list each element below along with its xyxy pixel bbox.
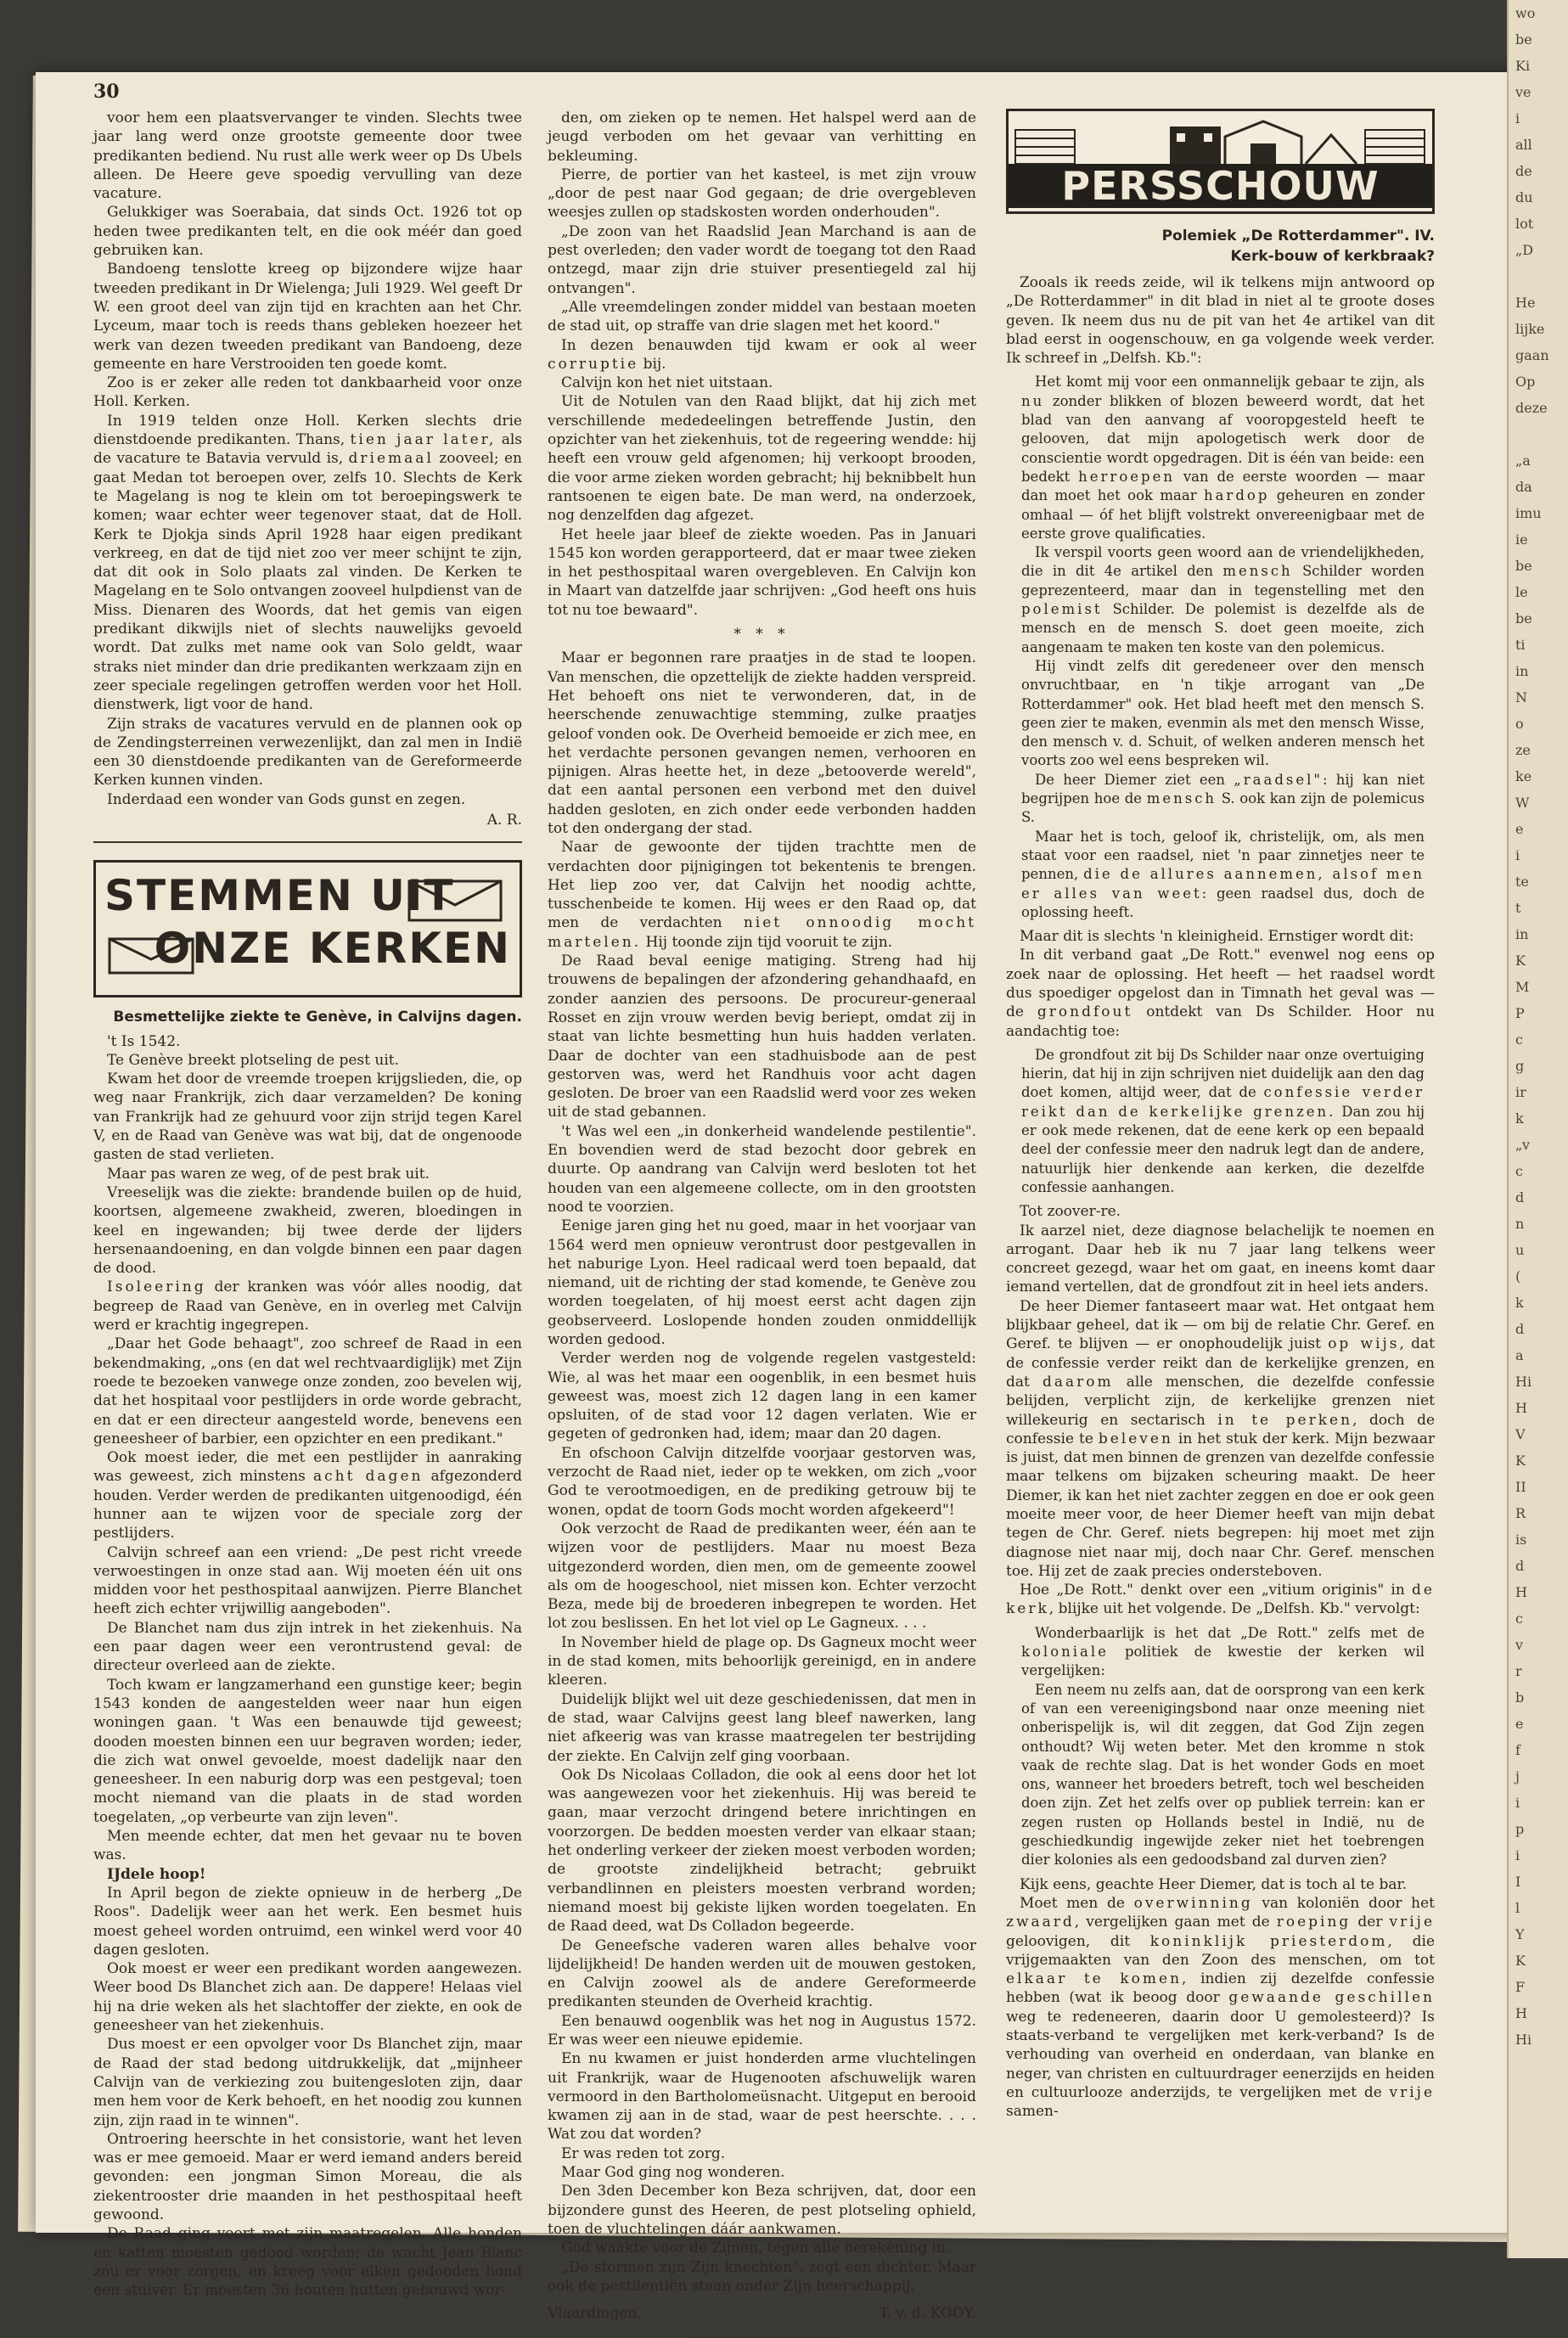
paragraph: Ook moest ieder, die met een pestlijder in aanraking was geweest, zich minstens acht dagen afgezonderd houden. Verder werden de predikanten uitgenoodigd, één hunner aan te wijzen voor de speciale zorg der pestlijders. bbox=[93, 1449, 523, 1543]
strip-text-fragment: gaan bbox=[1515, 347, 1549, 363]
strip-text-fragment: Y bbox=[1515, 1926, 1525, 1942]
paragraph: Isoleering der kranken was vóór alles noodig, dat begreep de Raad van Genève, en in overleg met Calvijn werd er krachtig ingegrepen. bbox=[93, 1279, 523, 1335]
column-middle bbox=[548, 109, 977, 2323]
paragraph: Calvijn kon het niet uitstaan. bbox=[561, 374, 773, 392]
strip-text-fragment: K bbox=[1515, 1953, 1526, 1969]
paragraph: 't Was wel een „in donkerheid wandelende pestilentie". En bovendien werd de stad bezocht door gebrek en duurte. Op aandrang van Calvijn werd besloten tot het houden van een algemeene collecte, om in den grootsten nood te voorzien. bbox=[548, 1122, 976, 1216]
strip-text-fragment: K bbox=[1515, 953, 1526, 969]
divider bbox=[93, 841, 522, 843]
paragraph: voor hem een plaatsvervanger te vinden. Slechts twee jaar lang werd onze grootste gemeente door twee predikanten bediend. Nu rust alle werk weer op Ds Ubels alleen. De Heere geve spoedig vervulling van deze vacature. bbox=[93, 110, 522, 203]
envelope-icon bbox=[106, 934, 200, 978]
strip-text-fragment: v bbox=[1515, 1637, 1524, 1653]
paragraph: Maar pas waren ze weg, of de pest brak uit. bbox=[107, 1165, 430, 1183]
paragraph: De Raad ging voort met zijn maatregelen. Alle honden en katten moesten gedood worden; de wacht Jean Blanc zou er voor zorgen, en kreeg voor elken gedooden hond een stuiver. Er moesten 36 houten hutten gebouwd wor- bbox=[93, 2225, 522, 2300]
strip-text-fragment: j bbox=[1515, 1768, 1520, 1784]
strip-text-fragment bbox=[1509, 421, 1568, 447]
strip-text-fragment: k bbox=[1515, 1110, 1524, 1127]
paragraph: Verder werden nog de volgende regelen vastgesteld: Wie, al was het maar een oogenblik, in een besmet huis geweest was, moest zich 12 dagen lang in een kamer opsluiten, of de stad voor 12 dagen verlaten. Wie er gegeten of gedronken had, idem; maar dan 20 dagen. bbox=[548, 1350, 976, 1443]
paragraph: Zooals ik reeds zeide, wil ik telkens mijn antwoord op „De Rotterdammer" in dit blad in niet al te groote doses geven. Ik neem dus nu de pit van het 4e artikel van dit blad eerst in oogenschouw, en ga volgende week verder. Ik schreef in „Delfsh. Kb.": bbox=[1006, 274, 1435, 368]
paragraph: Toch kwam er langzamerhand een gunstige keer; begin 1543 konden de aangestelden weer naar hun eigen woningen gaan. 't Was een benauwde tijd geweest; dooden moesten binnen een uur begraven worden; ieder, die zich wat onwel gevoelde, moest dadelijk naar den geneesheer. In een naburig dorp was een pestgeval; toen mocht niemand van die plaats in de stad worden toegelaten, „op verbeurte van zijn leven". bbox=[93, 1676, 522, 1826]
strip-text-fragment: P bbox=[1515, 1005, 1525, 1021]
page-number: 30 bbox=[93, 81, 120, 103]
strip-text-fragment: Op bbox=[1515, 374, 1536, 390]
strip-text-fragment: „a bbox=[1515, 452, 1531, 469]
strip-text-fragment: imu bbox=[1515, 505, 1542, 521]
column-left bbox=[93, 109, 523, 2300]
section-banner-stemmen-uit-onze-kerken bbox=[93, 860, 522, 998]
paragraph: Te Genève breekt plotseling de pest uit. bbox=[107, 1051, 400, 1069]
strip-text-fragment: r bbox=[1515, 1663, 1522, 1679]
strip-text-fragment: i bbox=[1515, 1795, 1520, 1811]
strip-text-fragment: c bbox=[1515, 1163, 1523, 1179]
paragraph: Het heele jaar bleef de ziekte woeden. Pas in Januari 1545 kon worden gerapporteerd, dat er maar twee zieken in het pesthospitaal waren overgebleven. En Calvijn kon in Maart van datzelfde jaar schrijven: „God heeft ons huis tot nu toe bewaard". bbox=[548, 525, 976, 619]
paragraph: Ook verzocht de Raad de predikanten weer, één aan te wijzen voor de pestlijders. Maar nu moest Beza uitgezonderd worden, dien men, om de gemeente zoowel als om de hoogeschool, niet missen kon. Echter verzocht Beza, mede bij de broederen inbegrepen te worden. Het lot zou beslissen. En het lot viel op Le Gagneux. . . . bbox=[548, 1520, 976, 1633]
section-masthead-persschouw bbox=[1006, 109, 1435, 214]
strip-text-fragment: M bbox=[1515, 979, 1530, 995]
paragraph: In dezen benauwden tijd kwam er ook al weer corruptie bij. bbox=[548, 336, 976, 373]
paragraph: De heer Diemer fantaseert maar wat. Het ontgaat hem blijkbaar geheel, dat ik — om bij de relatie Chr. Geref. en Geref. te blijven — er onophoudelijk juist op wijs, dat de confessie verder reikt dan de kerkelijke grenzen, en dat daarom alle menschen, die dezelfde confessie belijden, verplicht zijn, de kerkelijke grenzen niet willekeurig en sectarisch in te perken, doch de confessie te beleven in het stuk der kerk. Mijn bezwaar is juist, dat men binnen de grenzen van dezelfde confessie maar telkens om bijzaken scheuring maakt. De heer Diemer, ik kan het niet zachter zeggen en doe er ook geen moeite meer voor, de heer Diemer heeft van mijn debat tegen de Chr. Geref. niets begrepen: hij moet met zijn diagnose niet naar mij, doch naar Chr. Geref. menschen toe. Hij zet de zaak precies ondersteboven. bbox=[1006, 1297, 1436, 1580]
paragraph: Tot zoover-re. bbox=[1020, 1203, 1121, 1221]
paragraph: Ook Ds Nicolaas Colladon, die ook al eens door het lot was aangewezen voor het ziekenhuis. Hij was bereid te gaan, maar verzocht dringend betere inrichtingen en voorzorgen. De bedden moesten verder van elkaar staan; het onderling verkeer der zieken moest verboden worden; de grootste zindelijkheid betracht; gebruikt verbandlinnen en pleisters moesten verbrand worden; niemand moest bij gekiste lijken worden toegelaten. En de Raad deed, wat Ds Colladon begeerde. bbox=[548, 1766, 976, 1936]
paragraph: Den 3den December kon Beza schrijven, dat, door een bijzondere gunst des Heeren, de pest plotseling ophield, toen de vluchtelingen dáár aankwamen. bbox=[548, 2183, 976, 2238]
paragraph: Men meende echter, dat men het gevaar nu te boven was. bbox=[93, 1828, 522, 1864]
strip-text-fragment: i bbox=[1515, 847, 1520, 863]
paragraph: den, om zieken op te nemen. Het halspel werd aan de jeugd verboden om het gevaar van verhitting en bekleuming. bbox=[548, 110, 976, 165]
strip-text-fragment: ze bbox=[1515, 742, 1531, 758]
strip-text-fragment: Ki bbox=[1515, 58, 1531, 74]
paragraph: „De stormen zijn Zijn knechten", zegt een dichter. Maar ook de pestilentiën staan onder Zijn heerschappij. bbox=[548, 2258, 976, 2295]
strip-text-fragment: k bbox=[1515, 1295, 1524, 1311]
banner-line-2: ONZE KERKEN bbox=[154, 924, 511, 974]
strip-text-fragment: g bbox=[1515, 1058, 1525, 1074]
strip-text-fragment: „v bbox=[1515, 1137, 1531, 1153]
strip-text-fragment: in bbox=[1515, 663, 1529, 679]
paragraph: Ik aarzel niet, deze diagnose belachelijk te noemen en arrogant. Daar heb ik nu 7 jaar lang telkens weer concreet gezegd, waar het om gaat, en ineens komt daar iemand vertellen, dat de grondfout zit in heel iets anders. bbox=[1006, 1222, 1435, 1296]
strip-text-fragment bbox=[1509, 263, 1568, 289]
strip-text-fragment: H bbox=[1515, 1400, 1527, 1416]
paragraph: Ook moest er weer een predikant worden aangewezen. Weer bood Ds Blanchet zich aan. De dappere! Helaas viel hij na drie weken als het slachtoffer der ziekte, en ook de geneesheer van het ziekenhuis. bbox=[93, 1960, 522, 2035]
strip-text-fragment: F bbox=[1515, 1979, 1526, 1995]
paragraph: De Blanchet nam dus zijn intrek in het ziekenhuis. Na een paar dagen weer een verontrustend geval: de directeur overleed aan de ziekte. bbox=[93, 1619, 522, 1675]
paragraph: Naar de gewoonte der tijden trachtte men de verdachten door pijnigingen tot bekentenis te brengen. Het liep zoo ver, dat Calvijn het noodig achtte, tusschenbeide te komen. Hij wees er den Raad op, dat men de verdachten niet onnoodig mocht martelen. Hij toonde zijn tijd vooruit te zijn. bbox=[548, 839, 977, 951]
strip-text-fragment: ke bbox=[1515, 768, 1532, 784]
column-right bbox=[1006, 109, 1435, 2201]
strip-text-fragment: e bbox=[1515, 821, 1524, 837]
strip-text-fragment: c bbox=[1515, 1031, 1523, 1048]
strip-text-fragment: „D bbox=[1515, 242, 1534, 258]
strip-text-fragment: K bbox=[1515, 1453, 1526, 1469]
strip-text-fragment: te bbox=[1515, 874, 1529, 890]
paragraph: Maar dit is slechts 'n kleinigheid. Ernstiger wordt dit: bbox=[1020, 928, 1414, 946]
paragraph: Maar er begonnen rare praatjes in de stad te loopen. Van menschen, die opzettelijk de ziekte hadden verspreid. Het behoeft ons niet te verwonderen, dat, in de heerschende zenuwachtige stemming, zulke praatjes geloof vonden ook. De Overheid bemoeide er zich mee, en het verdachte personen gevangen nemen, verhooren en pijnigen. Alras heette het, in deze „betooverde wereld", dat een aantal personen een verbond met den duivel hadden gesloten, en zich onder eede verbonden hadden tot den ondergang der stad. bbox=[548, 649, 976, 837]
strip-text-fragment: be bbox=[1515, 610, 1532, 627]
quotation: Wonderbaarlijk is het dat „De Rott." zelfs met de koloniale politiek de kwestie der kerken wil vergelijken: Een neem nu zelfs aan, dat de oorsprong van een kerk of van een vereenigingsbond naar onze meening niet onberispelijk is, wil dit zeggen, dat God Zijn zegen onthoudt? Wij weten beter. Met den kromme n stok vaak de rechte slag. Dat is het wonder Gods en moet ons, wanneer het broeders betreft, toch wel bescheiden doen zijn. Zet het zelfs over op publiek terrein: kan er zegen rusten op Hollands bestel in Indië, nu de geschiedkundig ingewijde zeker niet het toebrengen dier kolonies als een gedoodsband zal durven zien? bbox=[1021, 1624, 1425, 1869]
paragraph: Moet men de overwinning van koloniën door het zwaard, vergelijken gaan met de roeping der vrije geloovigen, dit koninklijk priesterdom, die vrijgemaakten van den Zoon des menschen, om tot elkaar te komen, indien zij dezelfde confessie hebben (wat ik beoog door gewaande geschillen weg te redeneeren, daarin door U gemolesteerd)? Is staats-verband te vergelijken met kerk-verband? Is de verhouding van overheid en onderdaan, van blanke en neger, van christen en cultuurdrager eenerzijds en heiden en cultuurlooze anderzijds, te vergelijken met de vrije samen- bbox=[1006, 1894, 1436, 2121]
strip-text-fragment: deze bbox=[1515, 400, 1548, 416]
paragraph: Duidelijk blijkt wel uit deze geschiedenissen, dat men in de stad, waar Calvijns geest lang bleef nawerken, lang niet afkeerig was van krasse maatregelen ter bestrijding der ziekte. En Calvijn zelf ging voorbaan. bbox=[548, 1690, 976, 1765]
paragraph: Bandoeng tenslotte kreeg op bijzondere wijze haar tweeden predikant in Dr Wielenga; Juli 1929. Wel geeft Dr W. een groot deel van zijn tijd en krachten aan het Chr. Lyceum, maar toch is reeds thans gebleken hoezeer het werk van dezen tweeden predikant van Bandoeng, deze gemeente en hare Verstrooiden ten goede komt. bbox=[93, 261, 522, 373]
strip-text-fragment: ti bbox=[1515, 637, 1526, 653]
strip-text-fragment: W bbox=[1515, 795, 1530, 811]
strip-text-fragment: d bbox=[1515, 1321, 1525, 1337]
paragraph: „De zoon van het Raadslid Jean Marchand is aan de pest overleden; den vader wordt de toegang tot den Raad ontzegd, maar zijn drie stuiver presentiegeld zal hij ontvangen". bbox=[548, 222, 976, 297]
paragraph: Er was reden tot zorg. bbox=[561, 2144, 726, 2162]
paragraph: In April begon de ziekte opnieuw in de herberg „De Roos". Dadelijk weer aan het werk. Een besmet huis moest geheel worden ontruimd, een winkel werd voor 40 dagen gesloten. bbox=[93, 1884, 522, 1959]
paragraph: Kijk eens, geachte Heer Diemer, dat is toch al te bar. bbox=[1020, 1875, 1408, 1893]
paragraph: 't Is 1542. bbox=[107, 1032, 181, 1050]
strip-text-fragment: wo bbox=[1515, 5, 1536, 21]
strip-text-fragment: a bbox=[1515, 1347, 1524, 1363]
paragraph: Gelukkiger was Soerabaia, dat sinds Oct. 1926 tot op heden twee predikanten telt, en die ook méér dan goed gebruiken kan. bbox=[93, 204, 522, 260]
signature: A. R. bbox=[486, 811, 522, 829]
paragraph: „Alle vreemdelingen zonder middel van bestaan moeten de stad uit, op straffe van drie slagen met het koord." bbox=[548, 298, 976, 335]
paragraph: Calvijn schreef aan een vriend: „De pest richt vreede verwoestingen in onze stad aan. Wij moeten één uit ons midden voor het pesthospitaal aanwijzen. Pierre Blanchet heeft zich echter vrijwillig aangeboden". bbox=[93, 1543, 522, 1618]
article-signoff bbox=[548, 2304, 976, 2323]
strip-text-fragment: e bbox=[1515, 1716, 1524, 1732]
strip-text-fragment: be bbox=[1515, 31, 1532, 48]
strip-text-fragment: ve bbox=[1515, 84, 1531, 100]
paragraph: Uit de Notulen van den Raad blijkt, dat hij zich met verschillende mededeelingen betreffende Justin, den opzichter van het ziekenhuis, tot de regeering wendde: hij heeft een vrouw geld afgenomen; hij verkoopt brooden, die voor arme zieken worden gebracht; hij beknibbelt hun rantsoenen te eigen bate. De man werd, na onderzoek, nog denzelfden dag afgezet. bbox=[548, 393, 976, 525]
strip-text-fragment: d bbox=[1515, 1189, 1525, 1206]
strip-text-fragment: b bbox=[1515, 1689, 1525, 1706]
paragraph: Eenige jaren ging het nu goed, maar in het voorjaar van 1564 werd men opnieuw verontrust door pestgevallen in het naburige Lyon. Heel radicaal werd toen bepaald, dat niemand, uit de richting der stad komende, te Genève zou worden toegelaten, of hij moest eerst acht dagen zijn geobserveerd. Loslopende honden zouden onmiddellijk worden gedood. bbox=[548, 1217, 976, 1348]
paragraph: „Daar het Gode behaagt", zoo schreef de Raad in een bekendmaking, „ons (en dat wel rechtvaardiglijk) met Zijn roede te bezoeken vanwege onze zonden, zoo bevelen wij, dat het hospitaal voor pestlijders in orde worde gebracht, en dat er een directeur aangesteld worde, benevens een geneesheer of barbier, een opzichter en een predikant." bbox=[93, 1335, 522, 1447]
strip-text-fragment: o bbox=[1515, 716, 1524, 732]
paragraph: Kwam het door de vreemde troepen krijgslieden, die, op weg naar Frankrijk, zich daar verzamelden? De koning van Frankrijk had ze gehuurd voor zijn strijd tegen Karel V, en de Raad van Genève was wat bij, dat de ongenoode gasten de stad verlieten. bbox=[93, 1071, 522, 1164]
strip-text-fragment: is bbox=[1515, 1532, 1527, 1548]
masthead-skyline-illustration bbox=[1009, 111, 1432, 167]
paragraph: Ontroering heerschte in het consistorie, want het leven was er mee gemoeid. Maar er werd iemand anders bereid gevonden: een jongman Simon Moreau, die als ziekentrooster drie maanden in het pesthospitaal heeft gewoond. bbox=[93, 2130, 522, 2223]
paragraph: En nu kwamen er juist honderden arme vluchtelingen uit Frankrijk, waar de Hugenooten afschuwelijk waren vermoord in den Bartholomeüsnacht. Uitgeput en berooid kwamen zij aan in de stad, waar de pest heerschte. . . . Wat zou dat worden? bbox=[548, 2050, 976, 2144]
paragraph: De Geneefsche vaderen waren alles behalve voor lijdelijkheid! De handen werden uit de mouwen gestoken, en Calvijn zoowel als de andere Gereformeerde predikanten steunden de Overheid krachtig. bbox=[548, 1936, 976, 2011]
article-title: Besmettelijke ziekte te Genève, in Calvijns dagen. bbox=[113, 1009, 522, 1026]
strip-text-fragment: da bbox=[1515, 479, 1532, 495]
paragraph: In November hield de plage op. Ds Gagneux mocht weer in de stad komen, mits behoorlijk gereinigd, en in andere kleeren. bbox=[548, 1633, 976, 1689]
strip-text-fragment: all bbox=[1515, 137, 1532, 153]
strip-text-fragment: ( bbox=[1515, 1268, 1521, 1284]
paragraph: In dit verband gaat „De Rott." evenwel nog eens op zoek naar de oplossing. Het heeft — het raadsel wordt dus spoediger opgelost dan in Timnath het geval was — de grondfout ontdekt van Ds Schilder. Hoor nu aandachtig toe: bbox=[1006, 947, 1436, 1040]
strip-text-fragment: n bbox=[1515, 1216, 1525, 1232]
strip-text-fragment: u bbox=[1515, 1242, 1525, 1258]
paragraph: Pierre, de portier van het kasteel, is met zijn vrouw „door de pest naar God gegaan; de drie overgebleven weesjes zullen op stadskosten worden onderhouden". bbox=[548, 166, 976, 222]
strip-text-fragment: de bbox=[1515, 163, 1532, 179]
paragraph: Zijn straks de vacatures vervuld en de plannen ook op de Zendingsterreinen verwezenlijkt, dan zal men in Indië een 30 dienstdoende predikanten van de Gereformeerde Kerken kunnen vinden. bbox=[93, 715, 522, 790]
strip-text-fragment: c bbox=[1515, 1610, 1523, 1627]
strip-text-fragment: in bbox=[1515, 926, 1529, 942]
strip-text-fragment: p bbox=[1515, 1821, 1525, 1837]
strip-text-fragment: l bbox=[1515, 1900, 1520, 1916]
paragraph: Dus moest er een opvolger voor Ds Blanchet zijn, maar de Raad der stad bedong uitdrukkelijk, dat „mijnheer Calvijn van de verkiezing zou buitengesloten zijn, daar men hem voor de Kerk behoeft, en het noodig zou kunnen zijn, zijn raad in te winnen". bbox=[93, 2036, 522, 2129]
strip-text-fragment: V bbox=[1515, 1426, 1526, 1442]
paragraph: In 1919 telden onze Holl. Kerken slechts drie dienstdoende predikanten. Thans, tien jaar later, als de vacature te Batavia vervuld is, driemaal zooveel; en gaat Medan tot beroepen over, zelfs 10. Slechts de Kerk te Magelang is nog te klein om tot beroepingswerk te komen; waar echter weer tegenover staat, dat de Holl. Kerk te Djokja sinds April 1928 haar eigen predikant verkreeg, en dat de tijd niet zoo ver meer schijnt te zijn, dat dit ook in Solo plaats zal vinden. De Kerken te Magelang en te Solo ontvangen zooveel hulpdienst van de Miss. Dienaren des Woords, dat het gemis van eigen predikant dikwijls niet of slechts nauwelijks gevoeld wordt. Dat zulks met name ook van Solo geldt, waar straks niet minder dan drie predikanten werkzaam zijn en zeer speciale regelingen getroffen werden voor het Holl. dienstwerk, ligt voor de hand. bbox=[93, 412, 522, 714]
paragraph: God waakte voor de Zijnen, tegen alle berekening in. bbox=[561, 2240, 951, 2257]
banner-line-1: STEMMEN UIT bbox=[104, 871, 455, 921]
strip-text-fragment: f bbox=[1515, 1742, 1520, 1758]
strip-text-fragment: Hi bbox=[1515, 2032, 1532, 2048]
strip-text-fragment: H bbox=[1515, 1584, 1527, 1600]
strip-text-fragment: Hi bbox=[1515, 1374, 1532, 1390]
strip-text-fragment: H bbox=[1515, 2005, 1527, 2021]
paragraph: Hoe „De Rott." denkt over een „vitium originis" in de kerk, blijke uit het volgende. De „Delfsh. Kb." vervolgt: bbox=[1006, 1582, 1435, 1618]
quotation: Het komt mij voor een onmannelijk gebaar te zijn, als nu zonder blikken of blozen beweerd wordt, dat het blad van den aanvang af vooropgesteld heeft te gelooven, dat mijn apologetisch werk door de conscientie wordt opgedragen. Dit is één van beide: een bedekt herroepen van de eerste woorden — maar dan moet het ook maar hardop geheuren en zonder omhaal — óf het blijft volstrekt onvereenigbaar met de eerste grove qualificaties. Ik verspil voorts geen woord aan de vriendelijkheden, die in dit 4e artikel den mensch Schilder worden geprezenteerd, maar dan in tegenstelling met den polemist Schilder. De polemist is dezelfde als de mensch en de mensch S. doet geen moeite, zich aangenaam te maken ten koste van den polemicus. Hij vindt zelfs dit geredeneer over den mensch onvruchtbaar, en 'n tikje arrogant van „De Rotterdammer" ook. Het blad heeft met den mensch S. geen zier te maken, evenmin als met den mensch Wisse, den mensch v. d. Schuit, of welken anderen mensch het voorts zoo wel eens bespreken wil. De heer Diemer ziet een „raadsel": hij kan niet begrijpen hoe de mensch S. ook kan zijn de polemicus S. Maar het is toch, geloof ik, christelijk, om, als men staat voor een raadsel, niet 'n paar zinnetjes neer te pennen, die de allures aannemen, alsof men er alles van weet: geen raadsel dus, doch de oplossing heeft. bbox=[1021, 374, 1425, 920]
strip-text-fragment: d bbox=[1515, 1558, 1525, 1574]
strip-text-fragment: II bbox=[1515, 1479, 1526, 1495]
adjacent-page-strip bbox=[1507, 0, 1568, 2258]
strip-text-fragment: i bbox=[1515, 110, 1520, 126]
strip-text-fragment: I bbox=[1515, 1874, 1521, 1890]
strip-text-fragment: lijke bbox=[1515, 321, 1545, 337]
place: Vlaardingen. bbox=[548, 2305, 642, 2323]
paragraph: Een benauwd oogenblik was het nog in Augustus 1572. Er was weer een nieuwe epidemie. bbox=[548, 2012, 976, 2049]
strip-text-fragment: du bbox=[1515, 189, 1533, 205]
strip-text-fragment: R bbox=[1515, 1505, 1526, 1521]
strip-text-fragment: le bbox=[1515, 584, 1528, 600]
strip-text-fragment: ie bbox=[1515, 531, 1528, 548]
strip-text-fragment: i bbox=[1515, 1847, 1520, 1863]
author: T. v. d. KOOY. bbox=[879, 2305, 976, 2323]
paragraph: Zoo is er zeker alle reden tot dankbaarheid voor onze Holl. Kerken. bbox=[93, 374, 522, 411]
section-stars: * * * bbox=[733, 626, 790, 644]
quotation: De grondfout zit bij Ds Schilder naar onze overtuiging hierin, dat hij in zijn schrijven niet duidelijk aan den dag doet komen, altijd weer, dat de confessie verder reikt dan de kerkelijke grenzen. Dan zou hij er ook mede rekenen, dat de eene kerk op een bepaald deel der confessie meer den nadruk legt dan de andere, natuurlijk hier denkende aan kerken, die dezelfde confessie aanhangen. bbox=[1021, 1046, 1425, 1195]
strip-text-fragment: be bbox=[1515, 558, 1532, 574]
paragraph: Vreeselijk was die ziekte: brandende builen op de huid, koortsen, algemeene zwakheid, zweren, bloedingen in keel en ingewanden; bij twee derde der lijders hersenaandoening, en dan volgde binnen een paar dagen de dood. bbox=[93, 1183, 522, 1278]
paragraph: Maar God ging nog wonderen. bbox=[561, 2164, 785, 2182]
strip-text-fragment: N bbox=[1515, 689, 1527, 705]
paragraph: De Raad beval eenige matiging. Streng had hij trouwens de bepalingen der afzondering gehandhaafd, en zonder aanzien des persoons. De procureur-generaal Rosset en zijn vrouw werden bevig beriept, omdat zij in staat van lichte besmetting hun huis hadden verlaten. Daar de dochter van een stadhuisbode aan de pest gestorven was, werd het Randhuis voor acht dagen gesloten. De broer van een Raadslid werd voor zes weken uit de stad gebannen. bbox=[548, 953, 976, 1121]
paragraph: IJdele hoop! bbox=[107, 1865, 206, 1883]
strip-text-fragment: lot bbox=[1515, 216, 1534, 232]
strip-text-fragment: t bbox=[1515, 900, 1521, 916]
paragraph: En ofschoon Calvijn ditzelfde voorjaar gestorven was, verzocht de Raad niet, ieder op te wekken, om zich „voor God te verootmoedigen, en de prediking getrouw bij te wonen, opdat de toorn Gods mocht worden afgekeerd"! bbox=[548, 1444, 976, 1519]
masthead-title: PERSSCHOUW bbox=[1009, 164, 1432, 208]
envelope-icon bbox=[406, 874, 508, 925]
strip-text-fragment: ir bbox=[1515, 1084, 1526, 1100]
strip-text-fragment: He bbox=[1515, 295, 1536, 311]
paragraph: Inderdaad een wonder van Gods gunst en zegen. bbox=[107, 790, 466, 808]
article-title: Polemiek „De Rotterdammer". IV. Kerk-bouw of kerkbraak? bbox=[1161, 228, 1435, 265]
